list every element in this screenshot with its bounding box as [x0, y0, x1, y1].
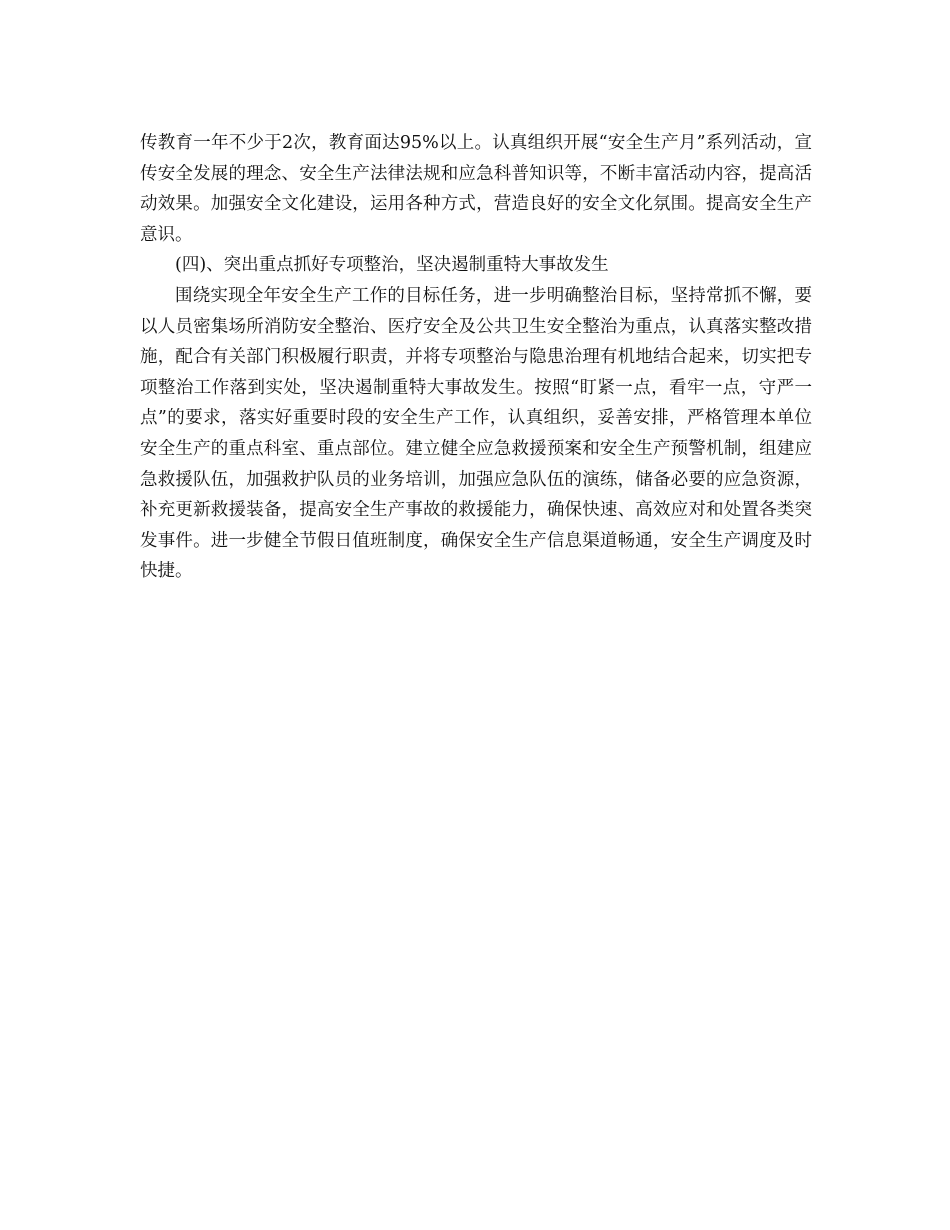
paragraph-continued: 传教育一年不少于2次，教育面达95%以上。认真组织开展“安全生产月”系列活动，宣传安全发展的理念、安全生产法律法规和应急科普知识等，不断丰富活动内容，提高活动效果。加强安全文化建设，运用各种方式，营造良好的安全文化氛围。提高安全生产意识。 — [140, 133, 812, 245]
paragraph-body: 围绕实现全年安全生产工作的目标任务，进一步明确整治目标，坚持常抓不懈，要以人员密集场所消防安全整治、医疗安全及公共卫生安全整治为重点，认真落实整改措施，配合有关部门积极履行职责，并将专项整治与隐患治理有机地结合起来，切实把专项整治工作落到实处，坚决遏制重特大事故发生。按照“盯紧一点，看牢一点，守严一点”的要求，落实好重要时段的安全生产工作，认真组织，妥善安排，严格管理本单位安全生产的重点科室、重点部位。建立健全应急救援预案和安全生产预警机制，组建应急救援队伍，加强救护队员的业务培训，加强应急队伍的演练，储备必要的应急资源，补充更新救援装备，提高安全生产事故的救援能力，确保快速、高效应对和处置各类突发事件。进一步健全节假日值班制度，确保安全生产信息渠道畅通，安全生产调度及时快捷。 — [140, 285, 812, 582]
section-heading: (四)、突出重点抓好专项整治，坚决遏制重特大事故发生 — [175, 255, 609, 276]
document-body — [140, 128, 812, 587]
